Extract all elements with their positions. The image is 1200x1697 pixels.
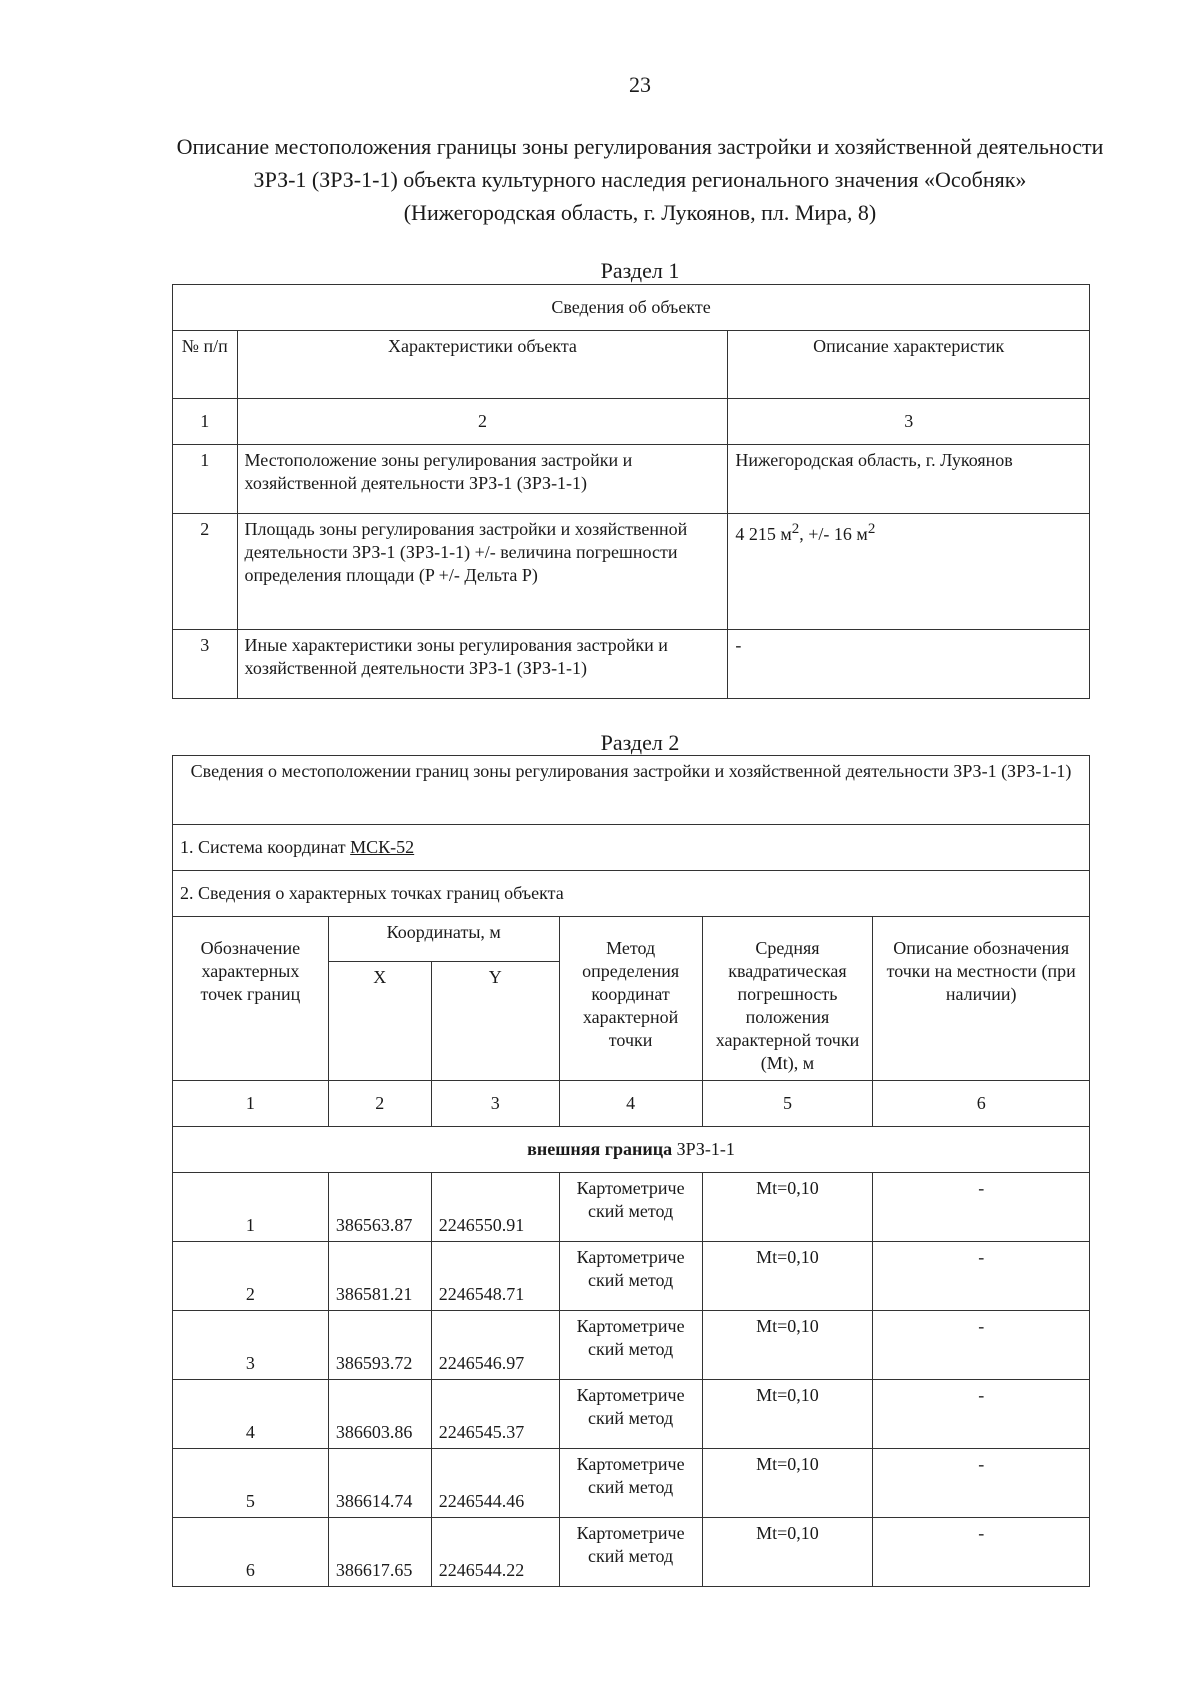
point-method: Картометриче ский метод bbox=[559, 1311, 702, 1380]
point-id: 6 bbox=[173, 1518, 329, 1587]
point-y: 2246544.46 bbox=[431, 1449, 559, 1518]
index-cell: 1 bbox=[173, 1081, 329, 1127]
point-method: Картометриче ский метод bbox=[559, 1173, 702, 1242]
index-cell: 4 bbox=[559, 1081, 702, 1127]
table-row bbox=[173, 1311, 1090, 1380]
area-unit-sup: 2 bbox=[791, 521, 800, 537]
point-error: Mt=0,10 bbox=[702, 1311, 873, 1380]
row-description bbox=[728, 514, 1090, 630]
row-characteristic: Местоположение зоны регулирования застройки и хозяйственной деятельности ЗРЗ-1 (ЗРЗ-1-1) bbox=[237, 445, 728, 514]
table-row bbox=[173, 445, 1090, 514]
coord-system-value: МСК-52 bbox=[350, 837, 415, 857]
page-number: 23 bbox=[629, 72, 651, 97]
point-description: - bbox=[873, 1173, 1090, 1242]
point-method: Картометриче ский метод bbox=[559, 1380, 702, 1449]
coord-system-label: 1. Система координат bbox=[180, 837, 351, 857]
point-x: 386614.74 bbox=[328, 1449, 431, 1518]
header-designation: Обозначение характерных точек границ bbox=[173, 917, 329, 1081]
table-row bbox=[173, 1518, 1090, 1587]
row-description: Нижегородская область, г. Лукоянов bbox=[728, 445, 1090, 514]
table-row bbox=[173, 1449, 1090, 1518]
index-cell: 3 bbox=[728, 399, 1090, 445]
header-method: Метод определения координат характерной точки bbox=[559, 917, 702, 1081]
point-description: - bbox=[873, 1449, 1090, 1518]
row-num: 3 bbox=[173, 630, 238, 699]
index-cell: 3 bbox=[431, 1081, 559, 1127]
point-y: 2246545.37 bbox=[431, 1380, 559, 1449]
boundary-points-table bbox=[172, 755, 1090, 1587]
coord-system-row bbox=[173, 825, 1090, 871]
points-caption: 2. Сведения о характерных точках границ объекта bbox=[173, 871, 1090, 917]
point-x: 386593.72 bbox=[328, 1311, 431, 1380]
header-num: № п/п bbox=[173, 331, 238, 399]
index-cell: 2 bbox=[328, 1081, 431, 1127]
section-1-heading: Раздел 1 bbox=[600, 258, 680, 283]
point-description: - bbox=[873, 1242, 1090, 1311]
point-x: 386581.21 bbox=[328, 1242, 431, 1311]
point-id: 5 bbox=[173, 1449, 329, 1518]
point-error: Mt=0,10 bbox=[702, 1173, 873, 1242]
point-id: 4 bbox=[173, 1380, 329, 1449]
point-y: 2246548.71 bbox=[431, 1242, 559, 1311]
header-characteristic: Характеристики объекта bbox=[237, 331, 728, 399]
header-error: Средняя квадратическая погрешность положения характерной точки (Mt), м bbox=[702, 917, 873, 1081]
boundary-caption: Сведения о местоположении границ зоны регулирования застройки и хозяйственной деятельности ЗРЗ-1 (ЗРЗ-1-1) bbox=[173, 756, 1090, 825]
header-description: Описание характеристик bbox=[728, 331, 1090, 399]
group-row bbox=[173, 1127, 1090, 1173]
table-row bbox=[173, 514, 1090, 630]
object-info-caption: Сведения об объекте bbox=[173, 285, 1090, 331]
point-id: 1 bbox=[173, 1173, 329, 1242]
point-description: - bbox=[873, 1380, 1090, 1449]
point-error: Mt=0,10 bbox=[702, 1518, 873, 1587]
table-row bbox=[173, 1380, 1090, 1449]
object-info-table bbox=[172, 284, 1090, 699]
row-characteristic: Площадь зоны регулирования застройки и хозяйственной деятельности ЗРЗ-1 (ЗРЗ-1-1) +/- величина погрешности определения площади (P +/- Дельта P) bbox=[237, 514, 728, 630]
table-row bbox=[173, 1173, 1090, 1242]
header-point-description: Описание обозначения точки на местности (при наличии) bbox=[873, 917, 1090, 1081]
point-x: 386617.65 bbox=[328, 1518, 431, 1587]
section-2-heading: Раздел 2 bbox=[600, 730, 680, 755]
document-title: Описание местоположения границы зоны регулирования застройки и хозяйственной деятельности ЗРЗ-1 (ЗРЗ-1-1) объекта культурного наследия регионального значения «Особняк» (Нижегородская область, г. Лукоянов, пл. Мира, 8) bbox=[176, 134, 1104, 225]
point-x: 386603.86 bbox=[328, 1380, 431, 1449]
row-characteristic: Иные характеристики зоны регулирования застройки и хозяйственной деятельности ЗРЗ-1 (ЗРЗ-1-1) bbox=[237, 630, 728, 699]
table-row bbox=[173, 1242, 1090, 1311]
point-error: Mt=0,10 bbox=[702, 1242, 873, 1311]
point-method: Картометриче ский метод bbox=[559, 1242, 702, 1311]
point-y: 2246544.22 bbox=[431, 1518, 559, 1587]
row-num: 2 bbox=[173, 514, 238, 630]
row-description: - bbox=[728, 630, 1090, 699]
header-y: Y bbox=[431, 962, 559, 1081]
area-error: , +/- 16 м bbox=[799, 524, 868, 544]
point-error: Mt=0,10 bbox=[702, 1449, 873, 1518]
header-x: X bbox=[328, 962, 431, 1081]
index-cell: 5 bbox=[702, 1081, 873, 1127]
table-row bbox=[173, 630, 1090, 699]
row-num: 1 bbox=[173, 445, 238, 514]
point-id: 2 bbox=[173, 1242, 329, 1311]
index-cell: 2 bbox=[237, 399, 728, 445]
point-x: 386563.87 bbox=[328, 1173, 431, 1242]
point-description: - bbox=[873, 1518, 1090, 1587]
group-label-bold: внешняя граница bbox=[527, 1139, 673, 1159]
point-y: 2246550.91 bbox=[431, 1173, 559, 1242]
group-label: ЗРЗ-1-1 bbox=[672, 1139, 735, 1159]
point-error: Mt=0,10 bbox=[702, 1380, 873, 1449]
point-method: Картометриче ский метод bbox=[559, 1518, 702, 1587]
area-error-unit-sup: 2 bbox=[867, 521, 876, 537]
index-cell: 6 bbox=[873, 1081, 1090, 1127]
header-coords: Координаты, м bbox=[328, 917, 559, 962]
point-method: Картометриче ский метод bbox=[559, 1449, 702, 1518]
point-id: 3 bbox=[173, 1311, 329, 1380]
area-value: 4 215 м bbox=[735, 524, 792, 544]
point-y: 2246546.97 bbox=[431, 1311, 559, 1380]
index-cell: 1 bbox=[173, 399, 238, 445]
point-description: - bbox=[873, 1311, 1090, 1380]
